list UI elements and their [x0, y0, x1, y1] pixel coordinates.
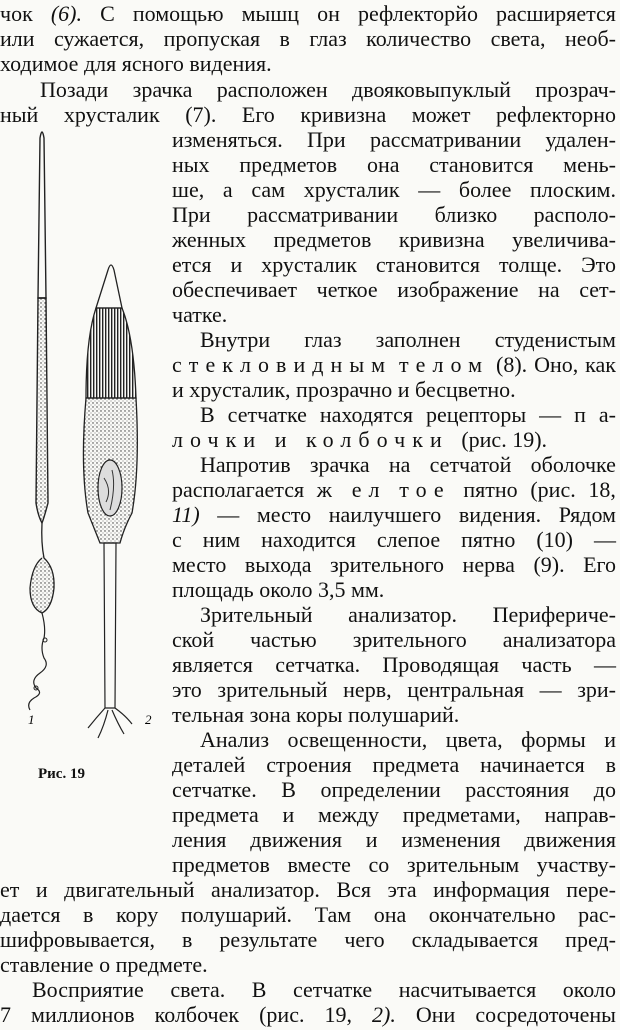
text-line: сетчатке. В определении расстояния до: [172, 777, 616, 802]
text-line: изменяться. При рассматривании удален-: [172, 127, 616, 152]
figure-19: [0, 118, 160, 798]
figure-label-1: 1: [28, 712, 35, 727]
text-line: чок (6). С помощью мышц он рефлекторйо расширяется: [0, 1, 616, 26]
text-line: ской частью зрительного анализатора: [172, 627, 616, 652]
text-line: с ним находится слепое пятно (10) —: [172, 527, 616, 552]
text-line: Анализ освещенности, цвета, формы и: [200, 727, 616, 752]
text-line: дается в кору полушарий. Там она окончательно рас-: [0, 902, 616, 927]
text-line: площадь около 3,5 мм.: [172, 577, 385, 602]
text-line: В сетчатке находятся рецепторы — п а-: [200, 402, 616, 427]
text-line: ше, а сам хрусталик — более плоским.: [172, 177, 616, 202]
text-line: Зрительный анализатор. Перифериче-: [200, 602, 616, 627]
text-line: Внутри глаз заполнен студенистым: [200, 327, 616, 352]
text-line: ставление о предмете.: [0, 952, 208, 977]
text-line: женных предметов кривизна увеличива-: [172, 227, 616, 252]
text-line: чатке.: [172, 302, 228, 327]
text-line: ный хрусталик (7). Его кривизна может рефлекторно: [0, 102, 616, 127]
text-line: ления движения и изменения движения: [172, 827, 616, 852]
text-line: тельная зона коры полушарий.: [172, 702, 460, 727]
text-line: это зрительный нерв, центральная — зри-: [172, 677, 616, 702]
text-line: и хрусталик, прозрачно и бесцветно.: [172, 377, 516, 402]
text-line: Напротив зрачка на сетчатой оболочке: [200, 452, 616, 477]
text-line: является сетчатка. Проводящая часть —: [172, 652, 616, 677]
text-line: деталей строения предмета начинается в: [172, 752, 616, 777]
text-line: 11) — место наилучшего видения. Рядом: [172, 502, 616, 527]
figure-caption: Рис. 19: [38, 766, 85, 782]
text-line: место выхода зрительного нерва (9). Его: [172, 552, 616, 577]
text-line: ходимое для ясного видения.: [0, 51, 272, 76]
rod-cell: [29, 132, 54, 710]
text-line: предмета и между предметами, направ-: [172, 802, 616, 827]
text-line: стекловидным телом (8). Оно, как: [172, 352, 616, 377]
text-line: обеспечивает четкое изображение на сет-: [172, 277, 616, 302]
text-line: шифровывается, в результате чего складывается пред-: [0, 927, 616, 952]
text-line: При рассматривании близко располо-: [172, 202, 616, 227]
text-line: располагается ж ел тое пятно (рис. 18,: [172, 477, 616, 502]
text-line: ет и двигательный анализатор. Вся эта информация пере-: [0, 877, 616, 902]
text-line: ных предметов она становится мень-: [172, 152, 616, 177]
text-line: Восприятие света. В сетчатке насчитывается около: [32, 977, 616, 1002]
text-line: лочки и колбочки (рис. 19).: [172, 427, 548, 452]
figure-label-2: 2: [145, 712, 152, 727]
text-line: 7 миллионов колбочек (рис. 19, 2). Они сосредоточены: [0, 1002, 616, 1027]
text-line: Позади зрачка расположен двояковыпуклый прозрач-: [40, 77, 616, 102]
cone-cell: [83, 265, 137, 738]
text-line: ется и хрусталик становится толще. Это: [172, 252, 616, 277]
text-line: или сужается, пропуская в глаз количество света, необ-: [0, 26, 616, 51]
rod-and-cone-illustration: [0, 118, 160, 798]
text-line: предметов вместе со зрительным участву-: [172, 852, 616, 877]
